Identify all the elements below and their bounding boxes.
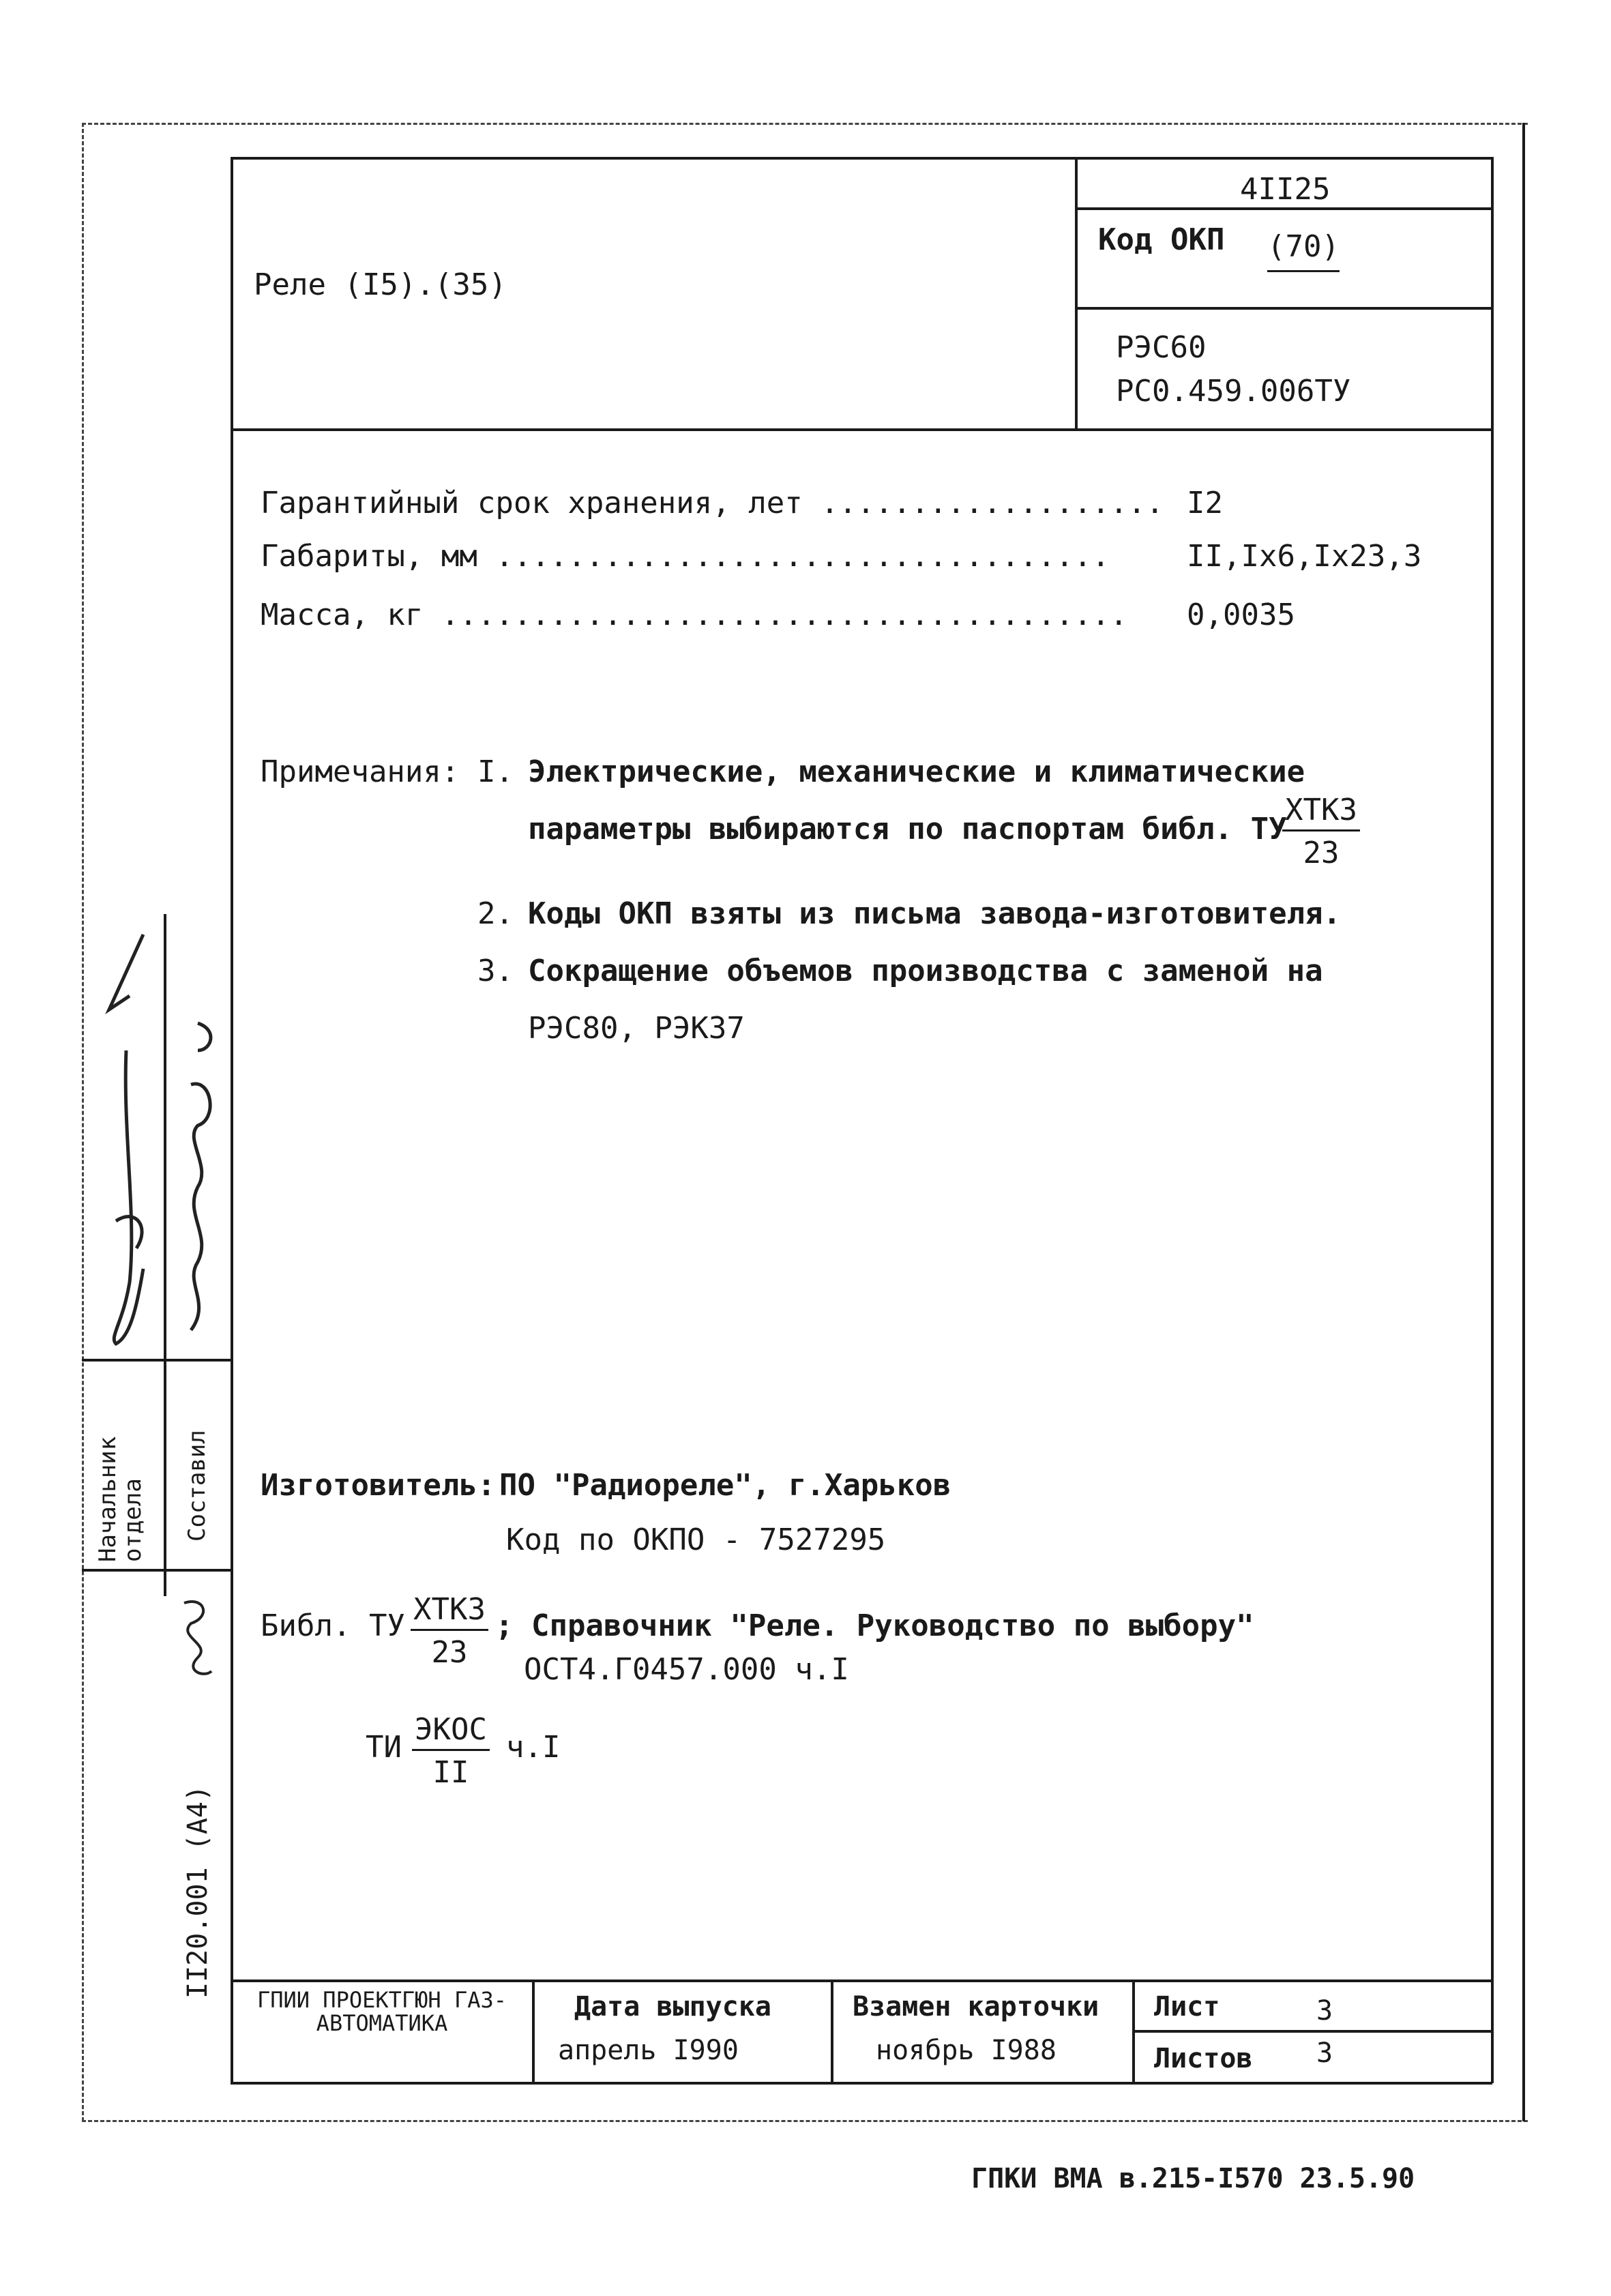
reference-line2: ОСТ4.Г0457.000 ч.I (524, 1652, 849, 1687)
note-2-text: Коды ОКП взяты из письма завода-изготовителя. (528, 896, 1342, 931)
outer-border-bottom (82, 2120, 1528, 2122)
footer-sheets-label: Листов (1154, 2043, 1253, 2074)
manufacturer-label: Изготовитель: (261, 1468, 496, 1503)
note-3-number: 3. (477, 954, 514, 988)
spec-storage-value: I2 (1187, 486, 1223, 520)
spec-dimensions-value: II,Ix6,Ix23,3 (1187, 539, 1422, 574)
note-1-frac-num: ХТКЗ (1282, 795, 1360, 831)
reference-fraction (411, 1592, 488, 1670)
outer-border-left (82, 123, 84, 2121)
okp-label: Код ОКП (1098, 222, 1225, 257)
header-code-divider (1075, 207, 1492, 210)
outer-border-right (1522, 123, 1525, 2121)
side-compiled-label: Составил (183, 1430, 211, 1542)
signature-head (95, 928, 164, 1351)
header-okp-divider (1075, 307, 1492, 310)
signature-approval (171, 1589, 225, 1685)
spec-mass-value: 0,0035 (1187, 598, 1295, 632)
side-form-code: II20.001 (А4) (182, 1784, 213, 1999)
ti-frac-den: II (432, 1755, 469, 1790)
spec-storage-text: Гарантийный срок хранения, лет (261, 486, 803, 520)
note-2-number: 2. (477, 896, 514, 931)
outer-border-top (82, 123, 1528, 125)
note-1-line1: Электрические, механические и климатические (528, 754, 1305, 789)
footer-div-1 (532, 1979, 535, 2083)
document-stamp: ГПКИ ВМА в.215-I570 23.5.90 (971, 2163, 1415, 2194)
ti-frac-num: ЭКОС (412, 1715, 490, 1751)
header-spec: РС0.459.006ТУ (1116, 374, 1351, 409)
header-title: Реле (I5).(35) (254, 267, 507, 302)
spec-dimensions-dots: .................................. (495, 539, 1110, 574)
note-3-line2: РЭС80, РЭК37 (528, 1011, 745, 1046)
side-row-bottom (82, 1569, 232, 1572)
spec-storage-label (261, 488, 1164, 518)
footer-sheet-value: 3 (1316, 1995, 1333, 2027)
ti-fraction (412, 1712, 490, 1790)
footer-sheet-label: Лист (1154, 1991, 1220, 2022)
note-1-line2: параметры выбираются по паспортам библ. ТУ (528, 812, 1287, 847)
reference-line1: ; Справочник "Реле. Руководство по выбору" (495, 1608, 1254, 1643)
notes-label: Примечания: (261, 754, 460, 789)
spec-mass-text: Масса, кг (261, 598, 424, 632)
reference-frac-den: 23 (431, 1635, 468, 1670)
signature-compiled (171, 1010, 232, 1337)
note-1-fraction (1282, 795, 1360, 868)
note-1-number: I. (477, 754, 514, 789)
footer-div-2 (831, 1979, 833, 2083)
header-right-divider (1075, 157, 1078, 430)
spec-mass-label (261, 600, 1128, 630)
spec-mass-dots: ...................................... (441, 598, 1128, 632)
footer-replace-label: Взамен карточки (853, 1991, 1099, 2022)
header-separator (231, 428, 1492, 431)
header-model: РЭС60 (1116, 330, 1207, 365)
reference-frac-num: ХТКЗ (411, 1595, 488, 1631)
footer-sheet-divider (1132, 2030, 1492, 2033)
spec-storage-dots: ................... (821, 486, 1164, 520)
ti-prefix: ТИ (366, 1730, 402, 1765)
side-row-top (82, 1359, 232, 1362)
frame-right (1491, 157, 1494, 2083)
footer-issue-label: Дата выпуска (574, 1991, 771, 2022)
note-3-line1: Сокращение объемов производства с заменой на (528, 954, 1323, 988)
manufacturer-okpo: Код по ОКПО - 7527295 (506, 1522, 886, 1557)
note-1-frac-den: 23 (1303, 836, 1340, 870)
manufacturer-name: ПО "Радиореле", г.Харьков (499, 1468, 951, 1503)
spec-dimensions-label (261, 539, 1110, 574)
reference-prefix: Библ. ТУ (261, 1608, 405, 1643)
side-head-label: Начальник отдела (94, 1436, 147, 1562)
ti-suffix: ч.I (506, 1730, 561, 1765)
frame-bottom (231, 2082, 1492, 2085)
header-code-number: 4II25 (1240, 172, 1331, 207)
okp-value: (70) (1267, 232, 1340, 272)
frame-top (231, 157, 1492, 160)
footer-org: ГПИИ ПРОЕКТГЮН ГАЗ-АВТОМАТИКА (256, 1987, 507, 2036)
side-col-divider (164, 914, 166, 1596)
footer-issue-date: апрель I990 (558, 2035, 739, 2066)
footer-top (231, 1979, 1492, 1982)
footer-sheets-value: 3 (1316, 2037, 1333, 2069)
spec-dimensions-text: Габариты, мм (261, 539, 477, 574)
footer-replace-date: ноябрь I988 (876, 2035, 1056, 2066)
